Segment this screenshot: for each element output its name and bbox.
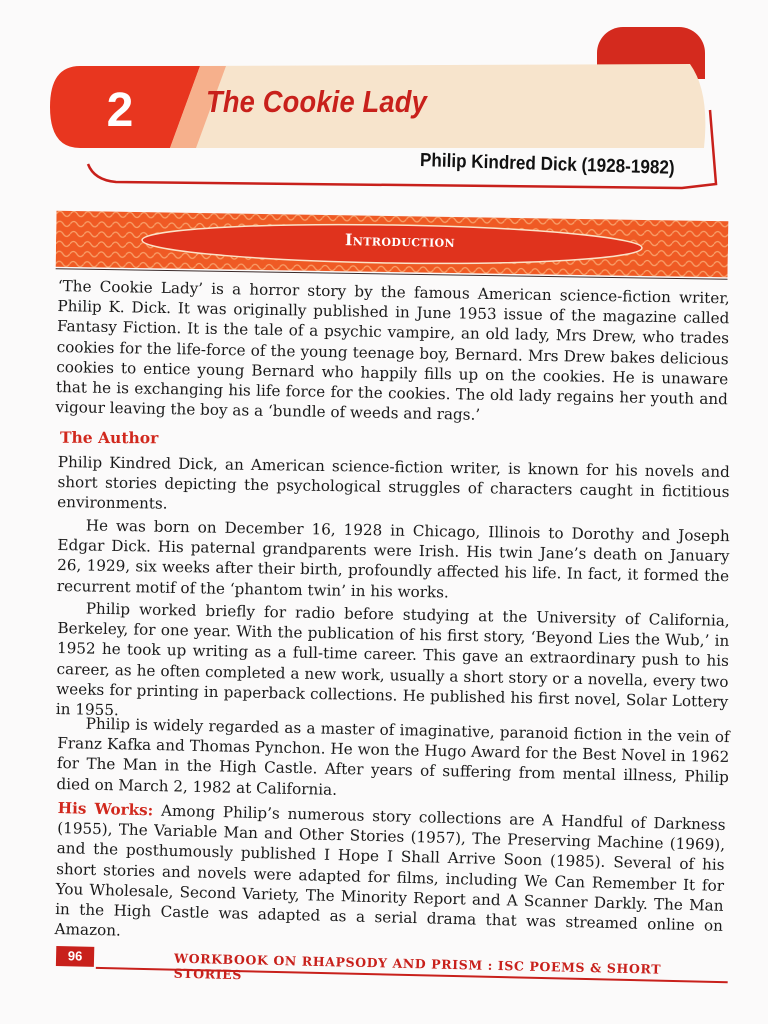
author-paragraph-text: He was born on December 16, 1928 in Chicago, Illinois to Dorothy and Joseph Edgar Dick. His paternal grandparents were Irish. His twin Jane’s death on January 26, 1929, six weeks after their birth, profoundly affected his life. In fact, it formed the recurrent motif of the ‘phantom twin’ in his works. <box>56 516 730 602</box>
works-label: His Works: <box>57 798 154 820</box>
chapter-title: The Cookie Lady <box>206 84 427 119</box>
introduction-paragraph: The Cookie Lady’ is a horror story by the famous American science-fiction writer, Philip K. Dick. It was originally published in June 1953 issue of the magazine called Fantasy Fiction. It is the tale of a psychic vampire, an old lady, Mrs Drew, who trades cookies for the life-force of the young teenage boy, Bernard. Mrs Drew bakes delicious cookies to entice young Bernard who happily fills up on the cookies. He is unaware that he is exchanging his life force for the cookies. The old lady regains her youth and vigour leaving the boy as a ‘bundle of weeds and rags.’ <box>55 277 730 424</box>
chapter-number: 2 <box>106 84 134 137</box>
page-number: 96 <box>56 946 94 967</box>
footer-book-title: WORKBOOK ON RHAPSODY AND PRISM : ISC POEMS & SHORT STORIES <box>173 950 662 983</box>
intro-open-quote: ‘ <box>57 276 63 296</box>
author-paragraph-1 <box>57 452 730 523</box>
introduction-text <box>55 276 729 430</box>
author-paragraph-2 <box>57 515 730 607</box>
author-paragraph-text: Philip Kindred Dick, an American science-fiction writer, is known for his novels and short stories depicting the psychological struggles of characters caught in fictitious environments. <box>57 452 730 514</box>
author-paragraph-text: Philip worked briefly for radio before studying at the University of California, Berkeley, for one year. With the publication of his first story, ‘Beyond Lies the Wub,’ in 1952 he took up writing as a full-time career. This gave an extraordinary push to his career, as he often completed a new work, usually a short story or a novella, every two weeks for printing in paperback collections. He published his first novel, Solar Lottery in 1955. <box>55 599 730 720</box>
works-section <box>54 798 725 956</box>
author-paragraph-3 <box>56 598 730 732</box>
works-text: Among Philip’s numerous story collections are A Handful of Darkness (1955), The Variable Man and Other Stories (1957), The Preserving Machine (1969), and the posthumously published I Hope I Shall Arrive Soon (1985). Several of his short stories and novels were adapted for films, including We Can Remember It for You Wholesale, Second Variety, The Minority Report and A Scanner Darkly. The Man in the High Castle was adapted as a serial drama that was streamed online on Amazon. <box>54 801 726 940</box>
chapter-author: Philip Kindred Dick (1928-1982) <box>419 150 675 179</box>
author-section-heading: The Author <box>59 427 159 448</box>
author-paragraph-text: Philip is widely regarded as a master of imaginative, paranoid fiction in the vein of Franz Kafka and Thomas Pynchon. He won the Hugo Award for the Best Novel in 1962 for The Man in the High Castle. After years of suffering from mental illness, Philip died on March 2, 1982 at California. <box>56 714 730 799</box>
author-paragraph-4 <box>56 713 730 808</box>
introduction-heading: Introduction <box>344 230 456 251</box>
